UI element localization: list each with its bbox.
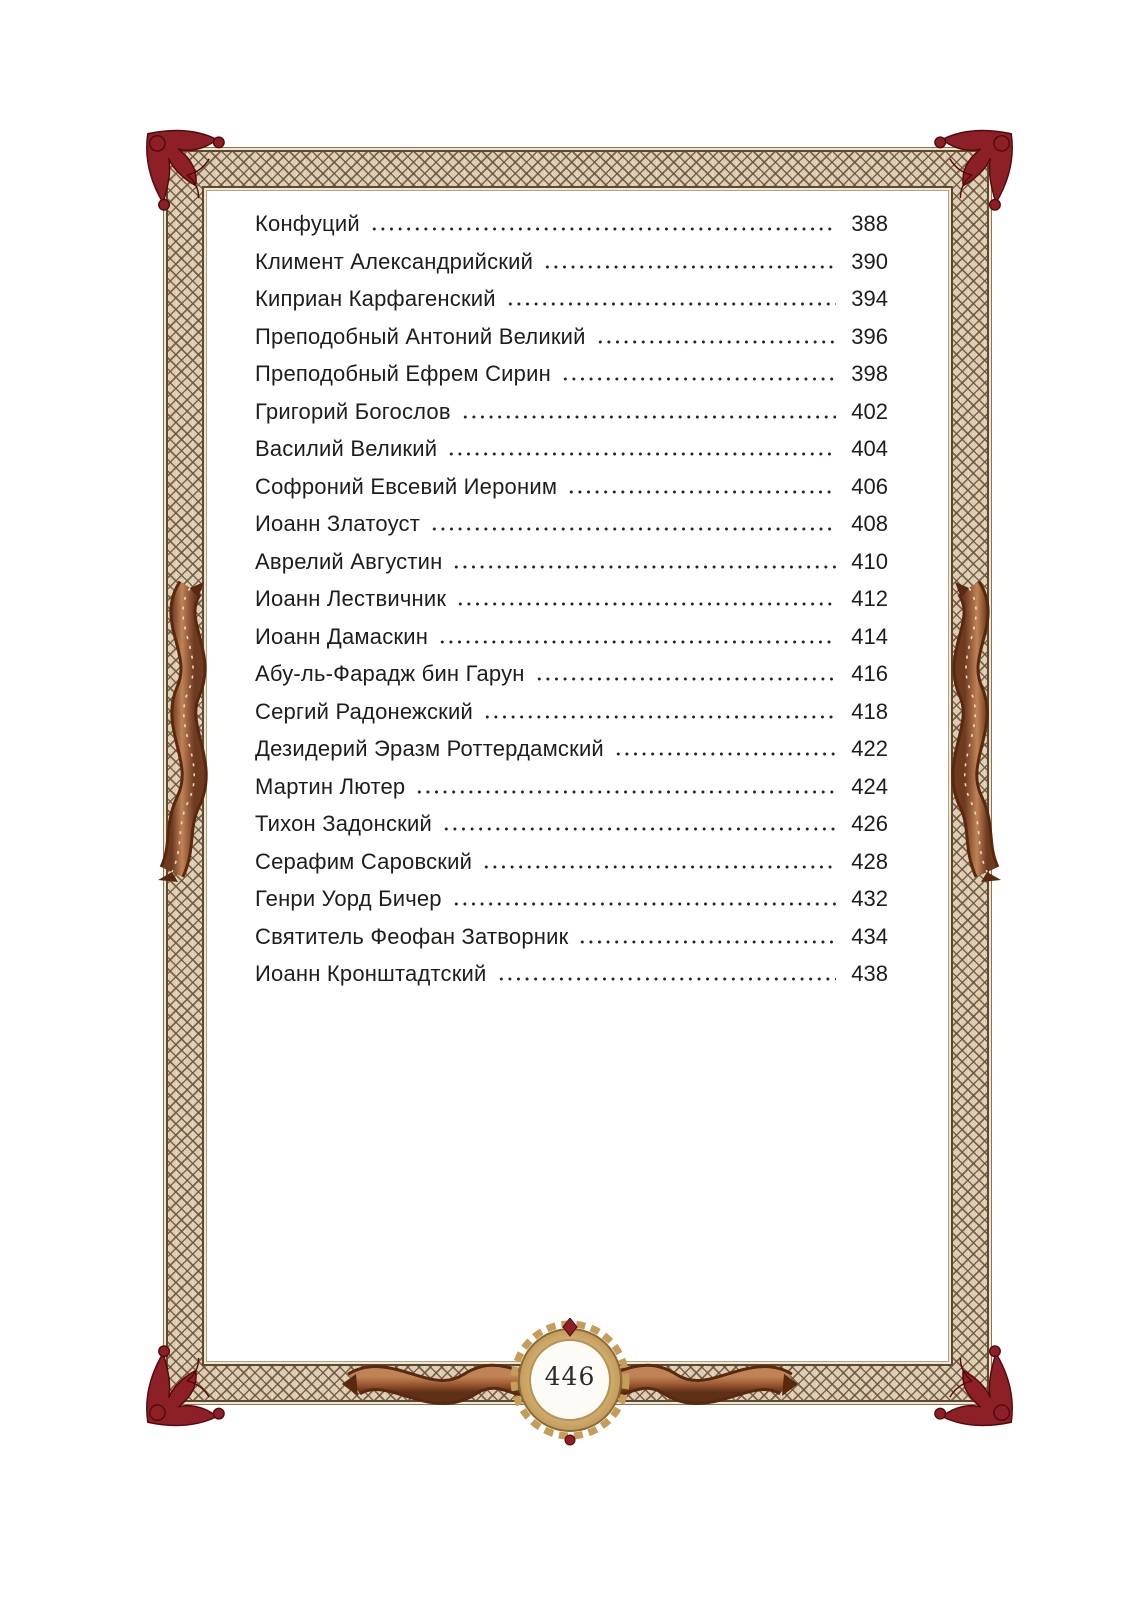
toc-row — [255, 512, 888, 536]
toc-entry-page: 398 — [851, 361, 888, 386]
toc-row — [255, 850, 888, 874]
toc-entry-label: Генри Уорд Бичер — [255, 886, 442, 911]
toc-row — [255, 550, 888, 574]
toc-entry-label: Преподобный Ефрем Сирин — [255, 361, 551, 386]
toc-row — [255, 587, 888, 611]
toc-entry-page: 416 — [851, 661, 888, 686]
corner-flourish-bottom-left-icon — [142, 1332, 238, 1428]
toc-entry-label: Серафим Саровский — [255, 848, 473, 874]
toc-row — [255, 775, 888, 799]
toc-leader-dots — [370, 227, 836, 231]
toc-entry-page: 390 — [851, 248, 888, 274]
toc-entry-label: Иоанн Кронштадтский — [255, 961, 487, 986]
toc-entry-label: Конфуций — [255, 211, 360, 236]
toc-entry-page: 428 — [851, 848, 888, 874]
toc-leader-dots — [461, 415, 836, 419]
toc-leader-dots — [614, 752, 836, 756]
toc-entry-page: 422 — [851, 736, 888, 761]
toc-row — [255, 737, 888, 761]
corner-flourish-top-right-icon — [921, 128, 1017, 224]
toc-leader-dots — [482, 865, 836, 869]
toc-row — [255, 962, 888, 986]
toc-row — [255, 437, 888, 461]
toc-leader-dots — [447, 452, 836, 456]
toc-entry-page: 438 — [851, 961, 888, 986]
toc-entry-label: Василий Великий — [255, 436, 438, 461]
toc-leader-dots — [483, 715, 836, 719]
toc-entry-page: 406 — [851, 473, 888, 499]
toc-entry-page: 394 — [851, 286, 888, 311]
table-of-contents — [255, 212, 888, 1000]
toc-entry-page: 410 — [851, 548, 888, 574]
toc-entry-label: Тихон Задонский — [255, 811, 432, 836]
toc-entry-page: 424 — [851, 773, 888, 799]
toc-leader-dots — [561, 377, 836, 381]
toc-entry-page: 412 — [851, 586, 888, 611]
toc-leader-dots — [506, 302, 836, 306]
toc-entry-page: 408 — [851, 511, 888, 536]
toc-leader-dots — [452, 902, 836, 906]
toc-entry-label: Иоанн Дамаскин — [255, 623, 429, 649]
page-number: 446 — [544, 1362, 596, 1391]
toc-leader-dots — [497, 977, 836, 981]
toc-row — [255, 250, 888, 274]
toc-entry-label: Иоанн Златоуст — [255, 511, 421, 536]
toc-row — [255, 475, 888, 499]
toc-entry-page: 418 — [851, 698, 888, 724]
toc-entry-label: Мартин Лютер — [255, 773, 406, 799]
toc-entry-label: Сергий Радонежский — [255, 698, 473, 724]
toc-row — [255, 400, 888, 424]
toc-row — [255, 625, 888, 649]
toc-entry-label: Киприан Карфагенский — [255, 286, 496, 311]
toc-entry-label: Григорий Богослов — [255, 398, 451, 424]
toc-entry-page: 426 — [851, 811, 888, 836]
toc-row — [255, 325, 888, 349]
toc-row — [255, 212, 888, 236]
toc-entry-page: 404 — [851, 436, 888, 461]
toc-entry-page: 402 — [851, 398, 888, 424]
toc-row — [255, 925, 888, 949]
toc-entry-label: Аврелий Августин — [255, 548, 443, 574]
toc-leader-dots — [543, 265, 836, 269]
toc-entry-page: 434 — [851, 923, 888, 949]
toc-entry-page: 388 — [851, 211, 888, 236]
corner-flourish-bottom-right-icon — [921, 1332, 1017, 1428]
corner-flourish-top-left-icon — [142, 128, 238, 224]
toc-row — [255, 662, 888, 686]
toc-entry-label: Святитель Феофан Затворник — [255, 923, 569, 949]
toc-leader-dots — [415, 790, 836, 794]
toc-leader-dots — [535, 677, 836, 681]
toc-entry-label: Климент Александрийский — [255, 248, 534, 274]
ribbon-ornament-left-icon — [148, 580, 224, 884]
toc-row — [255, 700, 888, 724]
toc-entry-label: Абу-ль-Фарадж бин Гарун — [255, 661, 525, 686]
toc-row — [255, 287, 888, 311]
toc-entry-page: 414 — [851, 623, 888, 649]
toc-entry-label: Софроний Евсевий Иероним — [255, 473, 558, 499]
toc-leader-dots — [578, 940, 836, 944]
toc-row — [255, 887, 888, 911]
toc-leader-dots — [596, 340, 836, 344]
ribbon-ornament-right-icon — [935, 580, 1011, 884]
toc-entry-page: 396 — [851, 323, 888, 349]
toc-entry-label: Дезидерий Эразм Роттердамский — [255, 736, 604, 761]
toc-leader-dots — [567, 490, 836, 494]
toc-entry-label: Иоанн Лествичник — [255, 586, 447, 611]
toc-row — [255, 812, 888, 836]
toc-entry-label: Преподобный Антоний Великий — [255, 323, 586, 349]
toc-leader-dots — [442, 827, 836, 831]
toc-leader-dots — [438, 640, 836, 644]
toc-leader-dots — [430, 527, 836, 531]
toc-leader-dots — [456, 602, 836, 606]
toc-leader-dots — [452, 565, 836, 569]
toc-entry-page: 432 — [851, 886, 888, 911]
toc-row — [255, 362, 888, 386]
